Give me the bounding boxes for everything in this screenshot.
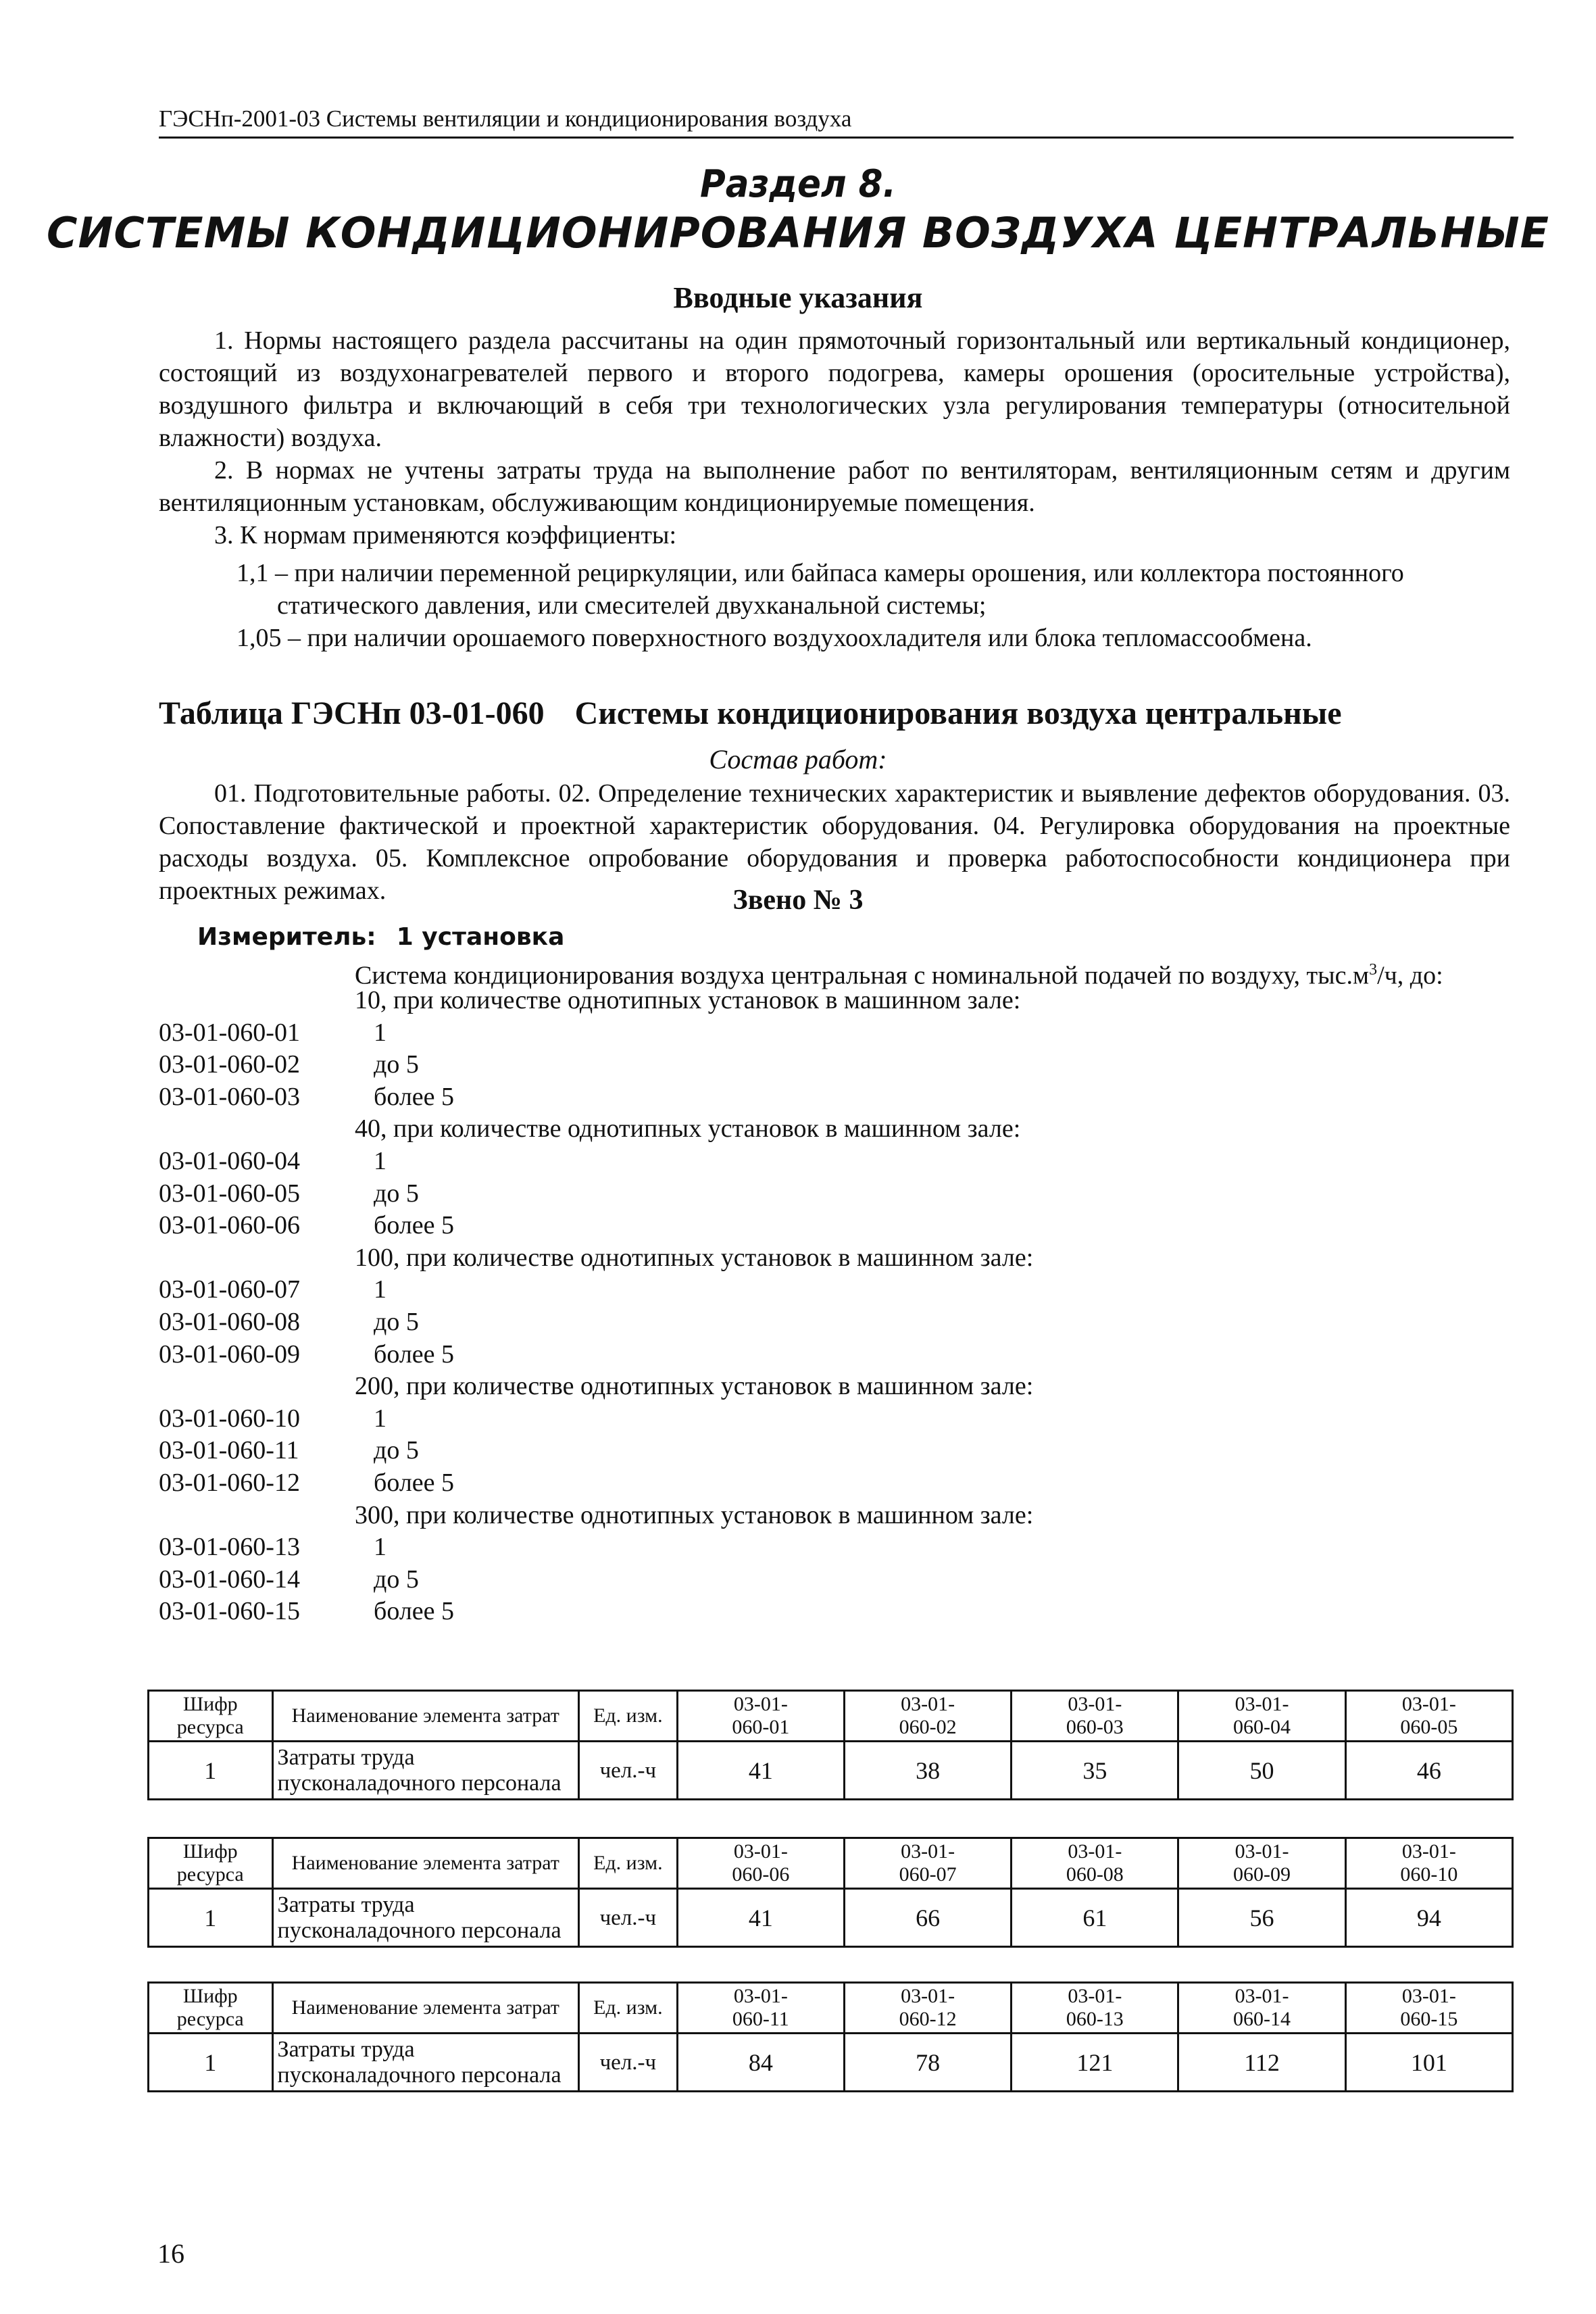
norm-code-line2: 060-07 <box>899 1863 957 1886</box>
header-resource-code-line1: Шифр <box>182 1693 238 1715</box>
value-cell: 94 <box>1345 1889 1512 1947</box>
list-item <box>159 1339 1514 1371</box>
list-item <box>159 1467 1514 1500</box>
measure-label: Измеритель: <box>197 923 376 951</box>
resource-code: 1 <box>149 1889 273 1947</box>
list-item <box>159 1306 1514 1339</box>
norm-qty: 1 <box>374 1404 386 1433</box>
header-norm-code <box>677 1983 844 2034</box>
list-item <box>159 1049 1514 1081</box>
group-head: 100, при количестве однотипных установок в машинном зале: <box>355 1243 1034 1272</box>
header-norm-code <box>1012 1691 1178 1742</box>
norm-code: 03-01-060-08 <box>159 1307 300 1336</box>
system-desc-sup: 3 <box>1369 961 1378 979</box>
value-cell: 56 <box>1178 1889 1345 1947</box>
norm-qty: до 5 <box>374 1565 419 1594</box>
value-cell: 41 <box>677 1889 844 1947</box>
norm-code-line1: 03-01- <box>901 1985 955 2007</box>
table-name: Системы кондиционирования воздуха центральные <box>574 695 1342 731</box>
section-title: СИСТЕМЫ КОНДИЦИОНИРОВАНИЯ ВОЗДУХА ЦЕНТРАЛЬНЫЕ <box>47 208 1549 257</box>
unit: чел.-ч <box>578 2034 677 2092</box>
header-norm-code <box>1345 1983 1512 2034</box>
norm-code-line1: 03-01- <box>1401 1985 1456 2007</box>
norm-qty: более 5 <box>374 1468 455 1497</box>
list-item <box>159 1081 1514 1114</box>
system-desc-prefix: Система кондиционирования воздуха центральная с номинальной подачей по воздуху, тыс.м <box>355 961 1370 990</box>
work-paragraph: 01. Подготовительные работы. 02. Определение технических характеристик и выявление дефектов оборудования. 03. Сопоставление фактической и проектной характеристик оборудования. 04. Регулировка оборудования на проектные расходы воздуха. 05. Комплексное опробование оборудования и проверка работоспособности кондиционера при проектных режимах. <box>159 779 1510 905</box>
value-cell: 41 <box>677 1742 844 1800</box>
resource-table-3 <box>147 1981 1514 2092</box>
norm-code-line2: 060-08 <box>1066 1863 1124 1886</box>
norm-code-line2: 060-13 <box>1066 2008 1124 2030</box>
norm-code-line2: 060-01 <box>732 1716 790 1738</box>
norm-code: 03-01-060-03 <box>159 1082 300 1111</box>
header-resource-code <box>149 1691 273 1742</box>
norm-code: 03-01-060-10 <box>159 1404 300 1433</box>
norm-code: 03-01-060-11 <box>159 1436 299 1465</box>
intro-paragraph-2: 2. В нормах не учтены затраты труда на выполнение работ по вентиляторам, вентиляционным сетям и другим вентиляционным установкам, обслуживающим кондиционируемые помещения. <box>159 456 1510 517</box>
value-cell: 61 <box>1012 1889 1178 1947</box>
header-resource-code-line2: ресурса <box>176 1716 244 1738</box>
header-cost-element: Наименование элемента затрат <box>272 1838 578 1889</box>
intro-text <box>159 324 1510 551</box>
value-cell: 38 <box>844 1742 1011 1800</box>
group-head: 200, при количестве однотипных установок в машинном зале: <box>355 1372 1034 1401</box>
norm-code-line2: 060-06 <box>732 1863 790 1886</box>
norm-qty: 1 <box>374 1146 386 1175</box>
table-header-row <box>149 1691 1513 1742</box>
norm-code: 03-01-060-01 <box>159 1018 300 1047</box>
group-head: 300, при количестве однотипных установок в машинном зале: <box>355 1500 1034 1529</box>
coefficient-1: 1,1 – при наличии переменной рециркуляции, или байпаса камеры орошения, или коллектора постоянного статического давления, или смесителей двухканальной системы; <box>236 559 1404 620</box>
header-norm-code <box>844 1838 1011 1889</box>
resource-code: 1 <box>149 2034 273 2092</box>
norm-qty: более 5 <box>374 1597 455 1626</box>
intro-paragraph-1: 1. Нормы настоящего раздела рассчитаны на один прямоточный горизонтальный или вертикальный кондиционер, состоящий из воздухонагревателей первого и второго подогрева, камеры орошения (оросительные устройства), воздушного фильтра и включающий в себя три технологических узла регулирования температуры (относительной влажности) воздуха. <box>159 326 1510 452</box>
group-head: 10, при количестве однотипных установок в машинном зале: <box>355 986 1021 1014</box>
norm-code-line2: 060-02 <box>899 1716 957 1738</box>
norm-code-line2: 060-10 <box>1400 1863 1458 1886</box>
norm-qty: до 5 <box>374 1307 419 1336</box>
header-norm-code <box>1178 1983 1345 2034</box>
list-item <box>159 1017 1514 1050</box>
link-heading: Звено № 3 <box>732 885 864 916</box>
norm-code-line1: 03-01- <box>1401 1840 1456 1863</box>
norm-code: 03-01-060-15 <box>159 1597 300 1626</box>
code-list <box>159 985 1514 1628</box>
group-head: 40, при количестве однотипных установок в машинном зале: <box>355 1114 1021 1143</box>
norm-qty: 1 <box>374 1275 386 1304</box>
list-item <box>159 1564 1514 1596</box>
table-title <box>159 693 1514 734</box>
value-cell: 66 <box>844 1889 1011 1947</box>
list-item <box>159 1210 1514 1242</box>
header-norm-code <box>1178 1691 1345 1742</box>
table-row <box>149 1889 1513 1947</box>
norm-code-line1: 03-01- <box>1235 1840 1289 1863</box>
norm-qty: до 5 <box>374 1050 419 1079</box>
norm-code-line1: 03-01- <box>1068 1693 1122 1715</box>
value-cell: 78 <box>844 2034 1011 2092</box>
norm-code-line2: 060-15 <box>1400 2008 1458 2030</box>
norm-code: 03-01-060-09 <box>159 1339 300 1369</box>
section-label: Раздел 8. <box>699 162 897 206</box>
cost-element-name: Затраты труда пусконаладочного персонала <box>272 2034 578 2092</box>
work-heading: Состав работ: <box>709 744 887 774</box>
norm-code-line2: 060-05 <box>1400 1716 1458 1738</box>
norm-code: 03-01-060-14 <box>159 1565 300 1594</box>
norm-code: 03-01-060-04 <box>159 1146 300 1175</box>
list-item <box>159 1178 1514 1210</box>
header-cost-element: Наименование элемента затрат <box>272 1983 578 2034</box>
header-unit: Ед. изм. <box>578 1983 677 2034</box>
value-cell: 46 <box>1345 1742 1512 1800</box>
header-norm-code <box>677 1691 844 1742</box>
measure <box>197 920 564 954</box>
norm-qty: более 5 <box>374 1211 455 1240</box>
table-row <box>149 1742 1513 1800</box>
norm-code-line1: 03-01- <box>1235 1693 1289 1715</box>
header-unit: Ед. изм. <box>578 1691 677 1742</box>
norm-code-line1: 03-01- <box>1401 1693 1456 1715</box>
norm-code-line2: 060-11 <box>732 2008 789 2030</box>
list-item <box>159 1435 1514 1467</box>
resource-table-2 <box>147 1837 1514 1948</box>
header-cost-element: Наименование элемента затрат <box>272 1691 578 1742</box>
norm-qty: более 5 <box>374 1082 455 1111</box>
header-resource-code-line1: Шифр <box>182 1985 238 2007</box>
header-resource-code-line2: ресурса <box>176 2008 244 2030</box>
table-row <box>149 2034 1513 2092</box>
header-norm-code <box>1345 1838 1512 1889</box>
coefficients <box>0 557 1596 654</box>
norm-code: 03-01-060-07 <box>159 1275 300 1304</box>
header-unit: Ед. изм. <box>578 1838 677 1889</box>
norm-code-line1: 03-01- <box>733 1693 788 1715</box>
measure-value: 1 установка <box>396 923 565 951</box>
value-cell: 84 <box>677 2034 844 2092</box>
norm-code-line1: 03-01- <box>1068 1985 1122 2007</box>
norm-code: 03-01-060-12 <box>159 1468 300 1497</box>
norm-code-line1: 03-01- <box>733 1840 788 1863</box>
norm-qty: 1 <box>374 1018 386 1047</box>
system-desc-suffix: /ч, до: <box>1377 961 1443 990</box>
norm-code: 03-01-060-13 <box>159 1533 300 1562</box>
norm-code-line2: 060-14 <box>1233 2008 1291 2030</box>
norm-code-line2: 060-03 <box>1066 1716 1124 1738</box>
norm-code: 03-01-060-06 <box>159 1211 300 1240</box>
header-norm-code <box>844 1983 1011 2034</box>
running-header: ГЭСНп-2001-03 Системы вентиляции и кондиционирования воздуха <box>159 103 1514 139</box>
norm-code: 03-01-060-02 <box>159 1050 300 1079</box>
list-item <box>159 1274 1514 1306</box>
header-norm-code <box>677 1838 844 1889</box>
norm-code-line1: 03-01- <box>901 1840 955 1863</box>
value-cell: 121 <box>1012 2034 1178 2092</box>
cost-element-name: Затраты труда пусконаладочного персонала <box>272 1889 578 1947</box>
header-resource-code-line1: Шифр <box>182 1840 238 1863</box>
norm-qty: более 5 <box>374 1339 455 1369</box>
value-cell: 35 <box>1012 1742 1178 1800</box>
norm-code-line2: 060-04 <box>1233 1716 1291 1738</box>
norm-code: 03-01-060-05 <box>159 1179 300 1208</box>
unit: чел.-ч <box>578 1742 677 1800</box>
value-cell: 50 <box>1178 1742 1345 1800</box>
header-norm-code <box>844 1691 1011 1742</box>
list-item <box>159 1596 1514 1628</box>
table-header-row <box>149 1838 1513 1889</box>
unit: чел.-ч <box>578 1889 677 1947</box>
table-code: Таблица ГЭСНп 03-01-060 <box>159 695 545 731</box>
coefficient-2: 1,05 – при наличии орошаемого поверхностного воздухоохладителя или блока тепломассообмена. <box>236 624 1312 652</box>
resource-table-1 <box>147 1690 1514 1800</box>
header-norm-code <box>1345 1691 1512 1742</box>
page-number: 16 <box>157 2238 184 2269</box>
header-norm-code <box>1178 1838 1345 1889</box>
norm-qty: до 5 <box>374 1436 419 1465</box>
header-resource-code-line2: ресурса <box>176 1863 244 1886</box>
header-resource-code <box>149 1838 273 1889</box>
resource-code: 1 <box>149 1742 273 1800</box>
header-norm-code <box>1012 1983 1178 2034</box>
norm-code-line1: 03-01- <box>733 1985 788 2007</box>
value-cell: 112 <box>1178 2034 1345 2092</box>
header-resource-code <box>149 1983 273 2034</box>
norm-code-line1: 03-01- <box>901 1693 955 1715</box>
cost-element-name: Затраты труда пусконаладочного персонала <box>272 1742 578 1800</box>
list-item <box>159 1531 1514 1564</box>
table-header-row <box>149 1983 1513 2034</box>
norm-qty: 1 <box>374 1533 386 1562</box>
norm-code-line1: 03-01- <box>1068 1840 1122 1863</box>
norm-code-line1: 03-01- <box>1235 1985 1289 2007</box>
norm-qty: до 5 <box>374 1179 419 1208</box>
norm-code-line2: 060-12 <box>899 2008 957 2030</box>
intro-paragraph-3: 3. К нормам применяются коэффициенты: <box>214 521 677 549</box>
value-cell: 101 <box>1345 2034 1512 2092</box>
norm-code-line2: 060-09 <box>1233 1863 1291 1886</box>
intro-heading: Вводные указания <box>673 281 923 314</box>
list-item <box>159 1403 1514 1435</box>
header-norm-code <box>1012 1838 1178 1889</box>
list-item <box>159 1146 1514 1178</box>
